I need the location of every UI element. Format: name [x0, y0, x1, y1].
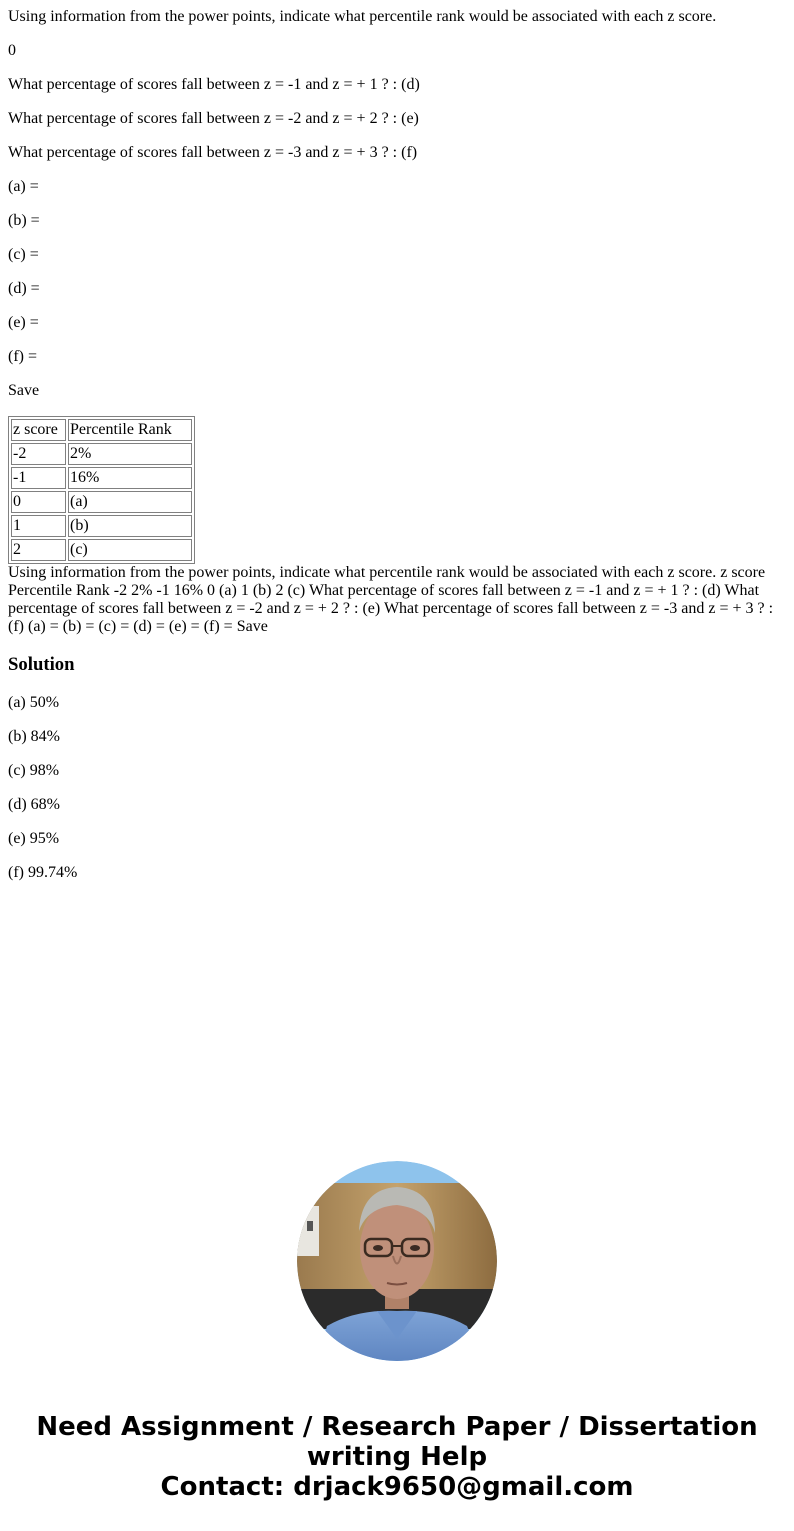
save-text: Save [8, 382, 40, 399]
answer-blank-e: (e) = [8, 314, 39, 331]
answer-blank-f: (f) = [8, 348, 38, 365]
banner-line-2: writing Help [306, 1442, 488, 1472]
cell-rank: (a) [68, 491, 192, 513]
cell-z: -2 [11, 443, 66, 465]
table-row [11, 515, 192, 537]
cell-z: -1 [11, 467, 66, 489]
table-row [11, 443, 192, 465]
contact-banner [0, 1412, 794, 1502]
solution-answer-c: (c) 98% [8, 762, 60, 779]
table-header-row [11, 419, 192, 441]
solution-answer-f: (f) 99.74% [8, 864, 78, 881]
repeated-question-text: Using information from the power points, indicate what percentile rank would be associated with each z score. z score Percentile Rank -2 2% -1 16% 0 (a) 1 (b) 2 (c) What percentage of scores fall between z = -1 and z = + 1 ? : (d) What percentage of scores fall between z = -2 and z = + 2 ? : (e) What percentage of scores fall between z = -3 and z = + 3 ? : (f) (a) = (b) = (c) = (d) = (e) = (f) = Save [8, 564, 774, 635]
question-intro: Using information from the power points, indicate what percentile rank would be associated with each z score. [8, 8, 717, 25]
solution-answer-d: (d) 68% [8, 796, 60, 813]
table-row [11, 467, 192, 489]
banner-contact-email: Contact: drjack9650@gmail.com [160, 1472, 634, 1502]
cell-rank: (c) [68, 539, 192, 561]
header-z-score: z score [11, 419, 66, 441]
answer-blank-a: (a) = [8, 178, 39, 195]
solution-answer-e: (e) 95% [8, 830, 60, 847]
header-percentile-rank: Percentile Rank [68, 419, 192, 441]
avatar [297, 1161, 497, 1361]
answer-blank-c: (c) = [8, 246, 39, 263]
answer-blank-d: (d) = [8, 280, 40, 297]
stray-value: 0 [8, 42, 16, 59]
answer-blank-b: (b) = [8, 212, 40, 229]
question-e: What percentage of scores fall between z = -2 and z = + 2 ? : (e) [8, 110, 419, 127]
z-score-table [8, 416, 195, 564]
cell-z: 0 [11, 491, 66, 513]
question-f: What percentage of scores fall between z = -3 and z = + 3 ? : (f) [8, 144, 418, 161]
banner-line-1: Need Assignment / Research Paper / Dissertation [36, 1412, 758, 1442]
cell-rank: (b) [68, 515, 192, 537]
cell-z: 1 [11, 515, 66, 537]
document-body [0, 8, 794, 882]
cell-rank: 16% [68, 467, 192, 489]
solution-answer-a: (a) 50% [8, 694, 60, 711]
table-row [11, 491, 192, 513]
question-d: What percentage of scores fall between z = -1 and z = + 1 ? : (d) [8, 76, 420, 93]
table-row [11, 539, 192, 561]
person-photo-icon [297, 1161, 497, 1361]
cell-z: 2 [11, 539, 66, 561]
solution-heading: Solution [8, 654, 75, 675]
cell-rank: 2% [68, 443, 192, 465]
solution-answer-b: (b) 84% [8, 728, 60, 745]
